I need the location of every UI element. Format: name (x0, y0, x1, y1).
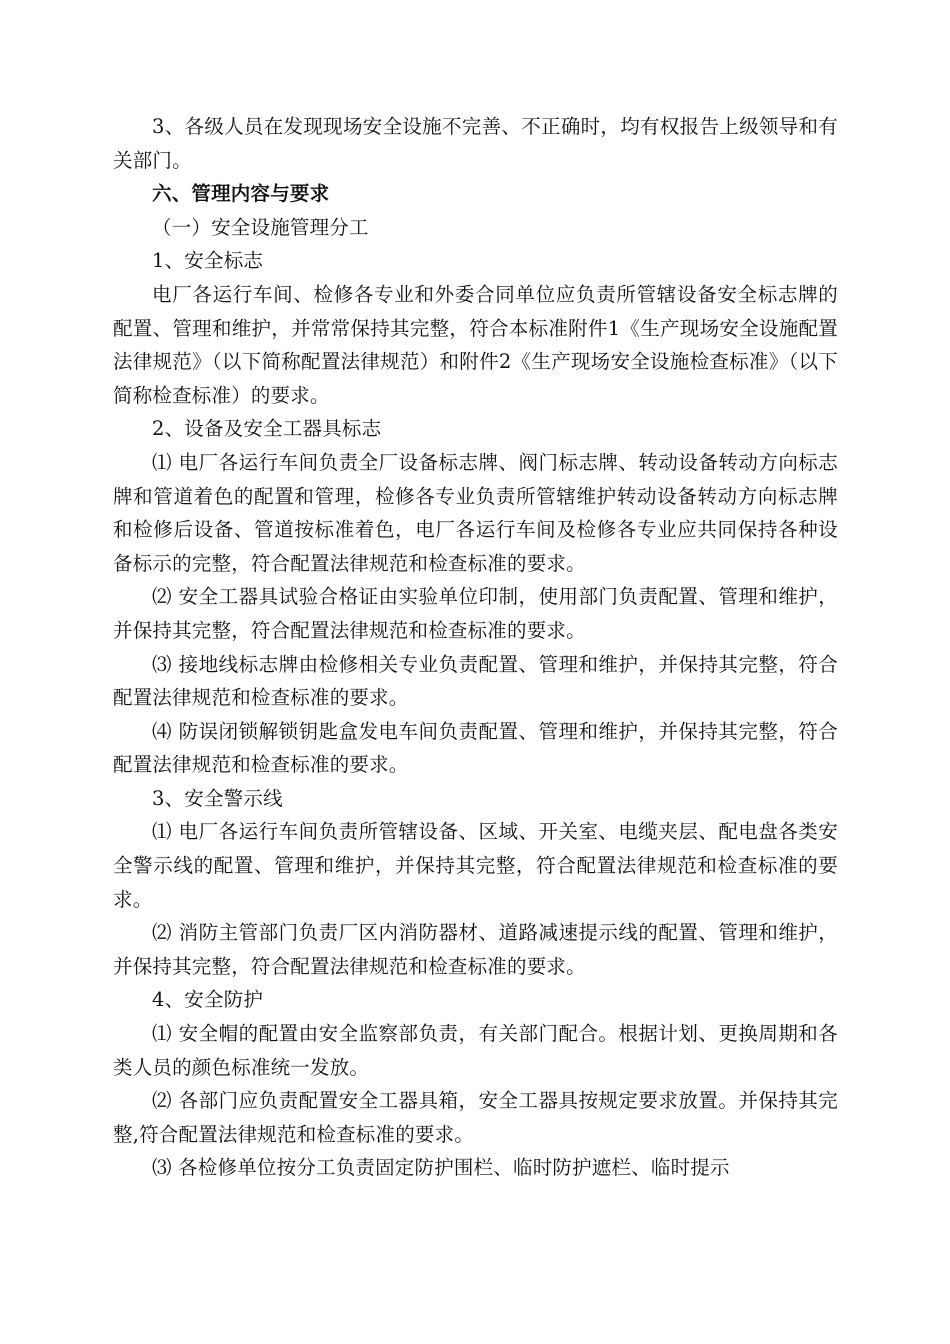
document-body (113, 110, 838, 1185)
paragraph-equipment-1: ⑴ 电厂各运行车间负责全厂设备标志牌、阀门标志牌、转动设备转动方向标志牌和管道着色的配置和管理，检修各专业负责所管辖维护转动设备转动方向标志牌和检修后设备、管道按标准着色，电厂各运行车间及检修各专业应共同保持各种设备标示的完整，符合配置法律规范和检查标准的要求。 (113, 450, 838, 575)
paragraph-warning-1: ⑴ 电厂各运行车间负责所管辖设备、区域、开关室、电缆夹层、配电盘各类安全警示线的配置、管理和维护，并保持其完整，符合配置法律规范和检查标准的要求。 (113, 820, 838, 911)
paragraph-report-right: 3、各级人员在发现现场安全设施不完善、不正确时，均有权报告上级领导和有关部门。 (113, 115, 838, 172)
item-heading-warning-lines: 3、安全警示线 (152, 786, 283, 810)
item-heading-equipment-signs: 2、设备及安全工器具标志 (152, 417, 382, 441)
item-heading-safety-signs: 1、安全标志 (152, 249, 264, 273)
section-heading-management-content: 六、管理内容与要求 (152, 182, 330, 206)
paragraph-warning-2: ⑵ 消防主管部门负责厂区内消防器材、道路减速提示线的配置、管理和维护，并保持其完整，符合配置法律规范和检查标准的要求。 (113, 921, 838, 978)
paragraph-safety-signs: 电厂各运行车间、检修各专业和外委合同单位应负责所管辖设备安全标志牌的配置、管理和维护，并常常保持其完整，符合本标准附件1《生产现场安全设施配置法律规范》（以下简称配置法律规范）和附件2《生产现场安全设施检查标准》（以下简称检查标准）的要求。 (113, 282, 838, 407)
paragraph-protection-1: ⑴ 安全帽的配置由安全监察部负责，有关部门配合。根据计划、更换周期和各类人员的颜色标准统一发放。 (113, 1022, 838, 1079)
paragraph-equipment-4: ⑷ 防误闭锁解锁钥匙盒发电车间负责配置、管理和维护，并保持其完整，符合配置法律规范和检查标准的要求。 (113, 719, 838, 777)
item-heading-safety-protection: 4、安全防护 (152, 988, 264, 1012)
paragraph-protection-2: ⑵ 各部门应负责配置安全工器具箱，安全工器具按规定要求放置。并保持其完整,符合配置法律规范和检查标准的要求。 (113, 1089, 838, 1146)
paragraph-equipment-3: ⑶ 接地线标志牌由检修相关专业负责配置、管理和维护，并保持其完整，符合配置法律规范和检查标准的要求。 (113, 652, 838, 710)
paragraph-protection-3: ⑶ 各检修单位按分工负责固定防护围栏、临时防护遮栏、临时提示 (152, 1156, 730, 1180)
paragraph-equipment-2: ⑵ 安全工器具试验合格证由实验单位印制，使用部门负责配置、管理和维护，并保持其完整，符合配置法律规范和检查标准的要求。 (113, 585, 838, 642)
subsection-heading-division: （一）安全设施管理分工 (152, 215, 369, 239)
